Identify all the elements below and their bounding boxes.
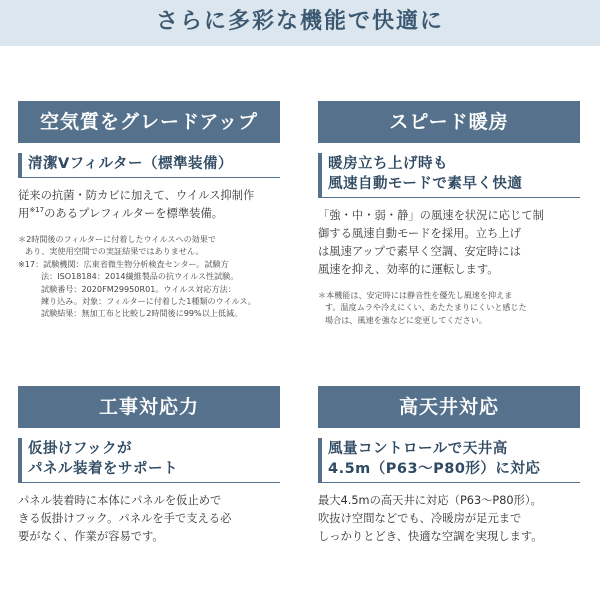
section-header-installation: 工事対応力 (18, 386, 280, 428)
section-header-high-ceiling: 高天井対応 (318, 386, 580, 428)
body-line: 最大4.5mの高天井に対応（P63～P80形）。 (318, 494, 542, 507)
subtitle-line: 仮掛けフックが (28, 441, 132, 457)
note-line: す。温度ムラや冷えにくい、あたたまりにくいと感じた (325, 302, 527, 313)
body-line: は風速アップで素早く空調、安定時には (318, 245, 521, 258)
subtitle-line: パネル装着をサポート (28, 461, 178, 477)
note-line: 場合は、風速を強などに変更してください。 (325, 314, 487, 325)
body-line (18, 205, 280, 223)
footnote-marker: ※17 (29, 206, 45, 215)
section-subtitle-speed-heating (318, 153, 580, 198)
section-subtitle-installation (18, 438, 280, 483)
note-line: あり、実使用空間での実証結果ではありません。 (25, 246, 204, 257)
note-line: 試験番号：2020FM29950R01。ウイルス対応方法： (41, 283, 236, 294)
section-speed-heating (318, 101, 580, 326)
note-line: 練り込み。対象：フィルターに付着した1種類のウイルス。 (41, 296, 256, 307)
body-line: きる仮掛けフック。パネルを手で支える必 (18, 512, 232, 525)
subtitle-line: 風速自動モードで素早く快適 (328, 176, 523, 192)
section-header-air-quality: 空気質をグレードアップ (18, 101, 280, 143)
section-body-air-quality (18, 187, 280, 223)
subtitle-line: 4.5m（P63～P80形）に対応 (328, 461, 541, 477)
section-air-quality (18, 101, 280, 320)
body-line: 要がなく、作業が容易です。 (18, 530, 164, 543)
note-line: ＊2時間後のフィルターに付着したウイルスへの効果で (18, 234, 216, 244)
note-line: ※17：試験機関：広東省微生物分析検査センター。試験方 (18, 258, 229, 269)
subtitle-line: 清潔Vフィルター（標準装備） (28, 156, 233, 172)
section-high-ceiling (318, 386, 580, 546)
section-body-speed-heating (318, 207, 580, 279)
body-line: 「強・中・弱・静」の風速を状況に応じて制 (318, 209, 544, 222)
section-installation (18, 386, 280, 546)
body-line: しっかりとどき、快適な空調を実現します。 (318, 530, 543, 543)
section-body-high-ceiling (318, 492, 580, 546)
banner-title: さらに多彩な機能で快適に (155, 9, 444, 34)
body-line: 従来の抗菌・防カビに加えて、ウイルス抑制作 (18, 189, 255, 202)
body-fragment: のあるプレフィルターを標準装備。 (44, 207, 224, 220)
body-line: 風速を抑え、効率的に運転します。 (318, 263, 499, 276)
section-subtitle-high-ceiling (318, 438, 580, 483)
body-fragment: 用 (18, 207, 30, 220)
subtitle-line: 暖房立ち上げ時も (328, 156, 448, 172)
body-line: 御する風速自動モードを採用。立ち上げ (318, 227, 521, 240)
note-line: ＊本機能は、安定時には静音性を優先し風速を抑えま (318, 290, 513, 300)
section-body-installation (18, 492, 280, 546)
section-header-speed-heating: スピード暖房 (318, 101, 580, 143)
note-line: 試験結果：無加工布と比較し2時間後に99%以上低減。 (41, 308, 243, 319)
note-line: 法：ISO18184：2014繊維製品の抗ウイルス性試験。 (41, 271, 239, 282)
section-subtitle-air-quality (18, 153, 280, 178)
top-banner (0, 0, 600, 46)
section-notes-speed-heating (318, 289, 580, 326)
body-line: 吹抜け空間などでも、冷暖房が足元まで (318, 512, 522, 525)
subtitle-line: 風量コントロールで天井高 (328, 441, 508, 457)
section-notes-air-quality (18, 233, 280, 320)
body-line: パネル装着時に本体にパネルを仮止めで (18, 494, 222, 507)
